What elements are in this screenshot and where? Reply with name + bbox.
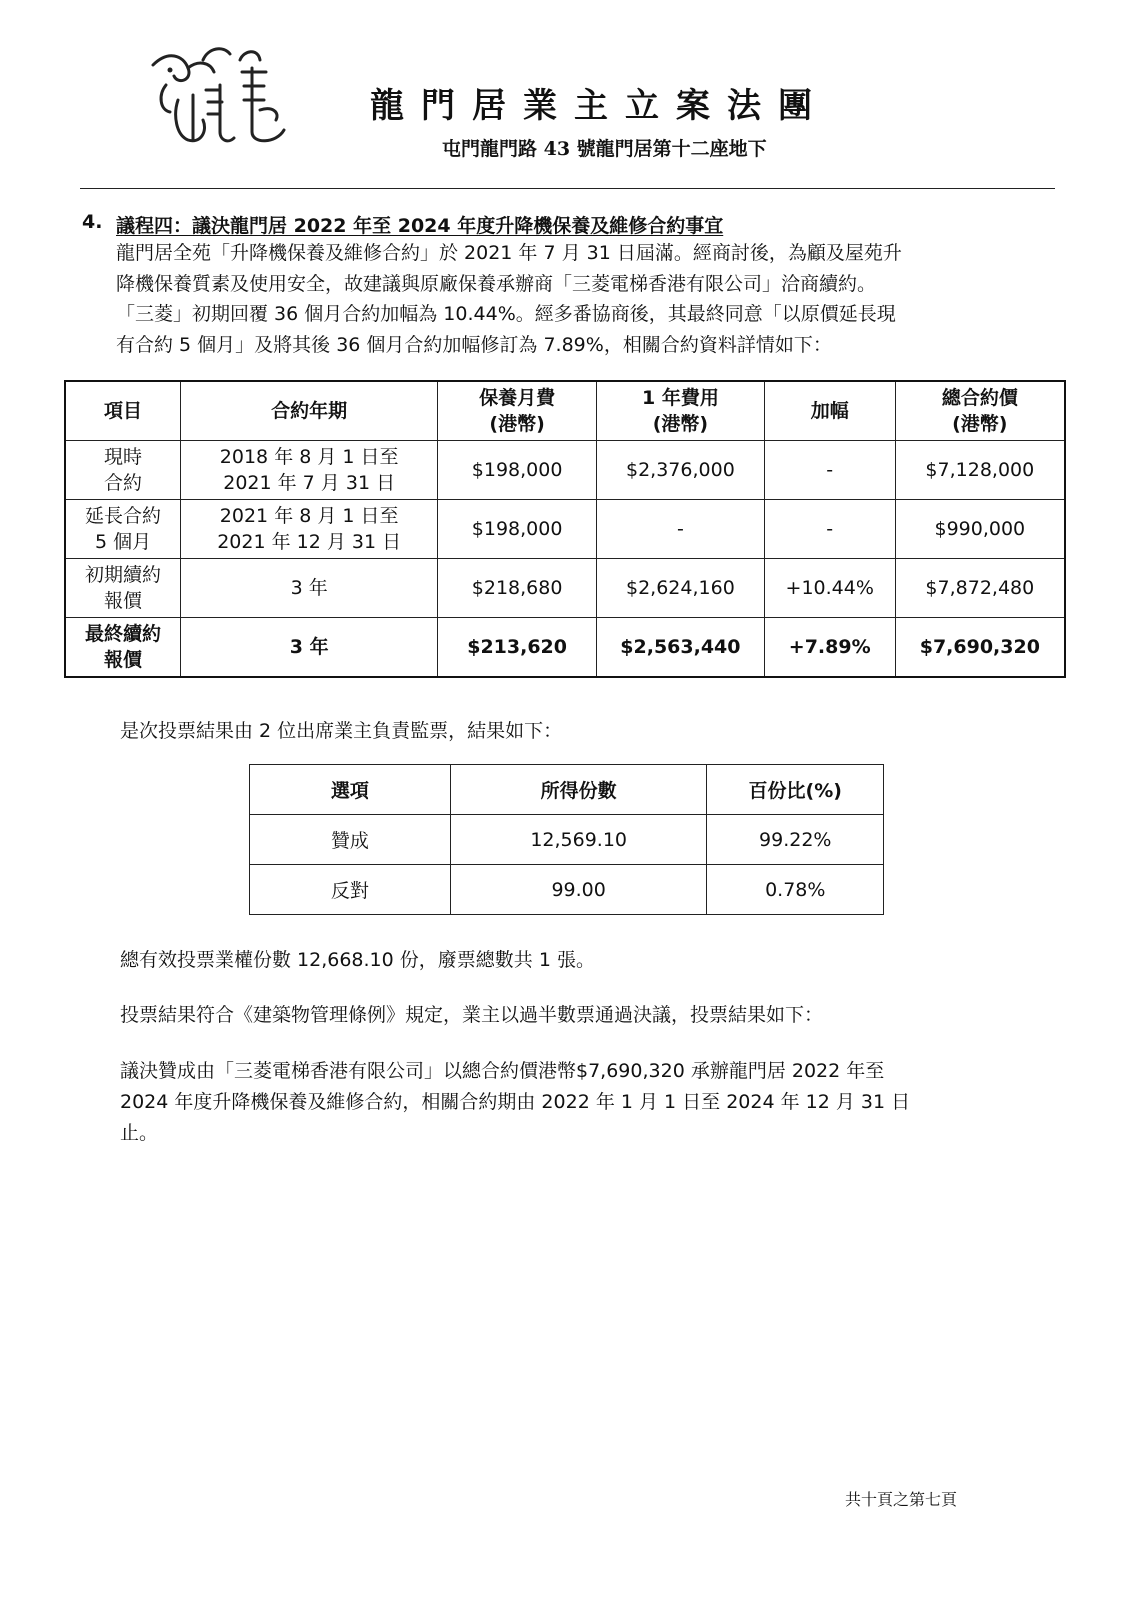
header-cell: 1 年費用 (港幣) bbox=[597, 381, 765, 441]
organization-address: 屯門龍門路 43 號龍門居第十二座地下 bbox=[442, 138, 767, 160]
increase-cell: +7.89% bbox=[764, 618, 895, 678]
percent-cell: 99.22% bbox=[707, 815, 884, 865]
table-row bbox=[65, 441, 1065, 500]
percent-cell: 0.78% bbox=[707, 865, 884, 915]
header-cell: 所得份數 bbox=[450, 765, 707, 815]
shares-cell: 99.00 bbox=[450, 865, 707, 915]
intro-line: 龍門居全苑「升降機保養及維修合約」於 2021 年 7 月 31 日屆滿。經商討後，為顧及屋苑升 bbox=[116, 242, 902, 264]
item-cell: 現時 合約 bbox=[65, 441, 181, 500]
header-divider bbox=[80, 188, 1055, 189]
header-cell: 選項 bbox=[250, 765, 451, 815]
resolution-line: 2024 年度升降機保養及維修合約，相關合約期由 2022 年 1 月 1 日至 2024 年 12 月 31 日 bbox=[120, 1091, 911, 1113]
option-cell: 反對 bbox=[250, 865, 451, 915]
monthly-fee-cell: $213,620 bbox=[438, 618, 597, 678]
page-number: 共十頁之第七頁 bbox=[845, 1490, 958, 1509]
table-header-row bbox=[250, 765, 884, 815]
header-cell: 合約年期 bbox=[181, 381, 438, 441]
intro-paragraph bbox=[116, 238, 1056, 360]
option-cell: 贊成 bbox=[250, 815, 451, 865]
resolution-line: 止。 bbox=[120, 1122, 159, 1144]
compliance-text: 投票結果符合《建築物管理條例》規定，業主以過半數票通過決議，投票結果如下： bbox=[120, 1004, 824, 1026]
monthly-fee-cell: $198,000 bbox=[438, 441, 597, 500]
header-cell: 保養月費 (港幣) bbox=[438, 381, 597, 441]
vote-intro-text: 是次投票結果由 2 位出席業主負責監票，結果如下： bbox=[120, 720, 563, 742]
table-row bbox=[250, 815, 884, 865]
annual-fee-cell: - bbox=[597, 500, 765, 559]
item-cell: 延長合約 5 個月 bbox=[65, 500, 181, 559]
header-cell: 總合約價 (港幣) bbox=[895, 381, 1065, 441]
item-cell: 最終續約 報價 bbox=[65, 618, 181, 678]
vote-result-table bbox=[249, 764, 884, 915]
annual-fee-cell: $2,563,440 bbox=[597, 618, 765, 678]
total-price-cell: $7,872,480 bbox=[895, 559, 1065, 618]
monthly-fee-cell: $198,000 bbox=[438, 500, 597, 559]
annual-fee-cell: $2,624,160 bbox=[597, 559, 765, 618]
total-price-cell: $7,128,000 bbox=[895, 441, 1065, 500]
intro-line: 「三菱」初期回覆 36 個月合約加幅為 10.44%。經多番協商後，其最終同意「以原價延長現 bbox=[116, 303, 896, 325]
annual-fee-cell: $2,376,000 bbox=[597, 441, 765, 500]
organization-name: 龍門居業主立案法團 bbox=[370, 86, 829, 126]
period-cell: 3 年 bbox=[181, 618, 438, 678]
header-cell: 加幅 bbox=[764, 381, 895, 441]
header-cell: 項目 bbox=[65, 381, 181, 441]
header-cell: 百份比(%) bbox=[707, 765, 884, 815]
intro-line: 降機保養質素及使用安全，故建議與原廠保養承辦商「三菱電梯香港有限公司」洽商續約。 bbox=[116, 272, 877, 295]
resolution-line: 議決贊成由「三菱電梯香港有限公司」以總合約價港幣$7,690,320 承辦龍門居 2022 年至 bbox=[120, 1060, 885, 1082]
agenda-number: 4. bbox=[82, 211, 103, 233]
resolution-paragraph bbox=[120, 1056, 1040, 1149]
increase-cell: - bbox=[764, 441, 895, 500]
table-row bbox=[65, 559, 1065, 618]
item-cell: 初期續約 報價 bbox=[65, 559, 181, 618]
shares-cell: 12,569.10 bbox=[450, 815, 707, 865]
contract-table bbox=[64, 380, 1066, 678]
total-price-cell: $990,000 bbox=[895, 500, 1065, 559]
total-votes-text: 總有效投票業權份數 12,668.10 份，廢票總數共 1 張。 bbox=[120, 949, 595, 971]
table-row bbox=[250, 865, 884, 915]
intro-line: 有合約 5 個月」及將其後 36 個月合約加幅修訂為 7.89%，相關合約資料詳情如下： bbox=[116, 333, 832, 356]
increase-cell: - bbox=[764, 500, 895, 559]
increase-cell: +10.44% bbox=[764, 559, 895, 618]
agenda-title: 議程四：議決龍門居 2022 年至 2024 年度升降機保養及維修合約事宜 bbox=[116, 215, 724, 237]
table-row bbox=[65, 500, 1065, 559]
period-cell: 2018 年 8 月 1 日至 2021 年 7 月 31 日 bbox=[181, 441, 438, 500]
total-price-cell: $7,690,320 bbox=[895, 618, 1065, 678]
table-header-row bbox=[65, 381, 1065, 441]
period-cell: 3 年 bbox=[181, 559, 438, 618]
monthly-fee-cell: $218,680 bbox=[438, 559, 597, 618]
table-row-final bbox=[65, 618, 1065, 678]
dragon-logo-icon bbox=[148, 40, 298, 155]
period-cell: 2021 年 8 月 1 日至 2021 年 12 月 31 日 bbox=[181, 500, 438, 559]
